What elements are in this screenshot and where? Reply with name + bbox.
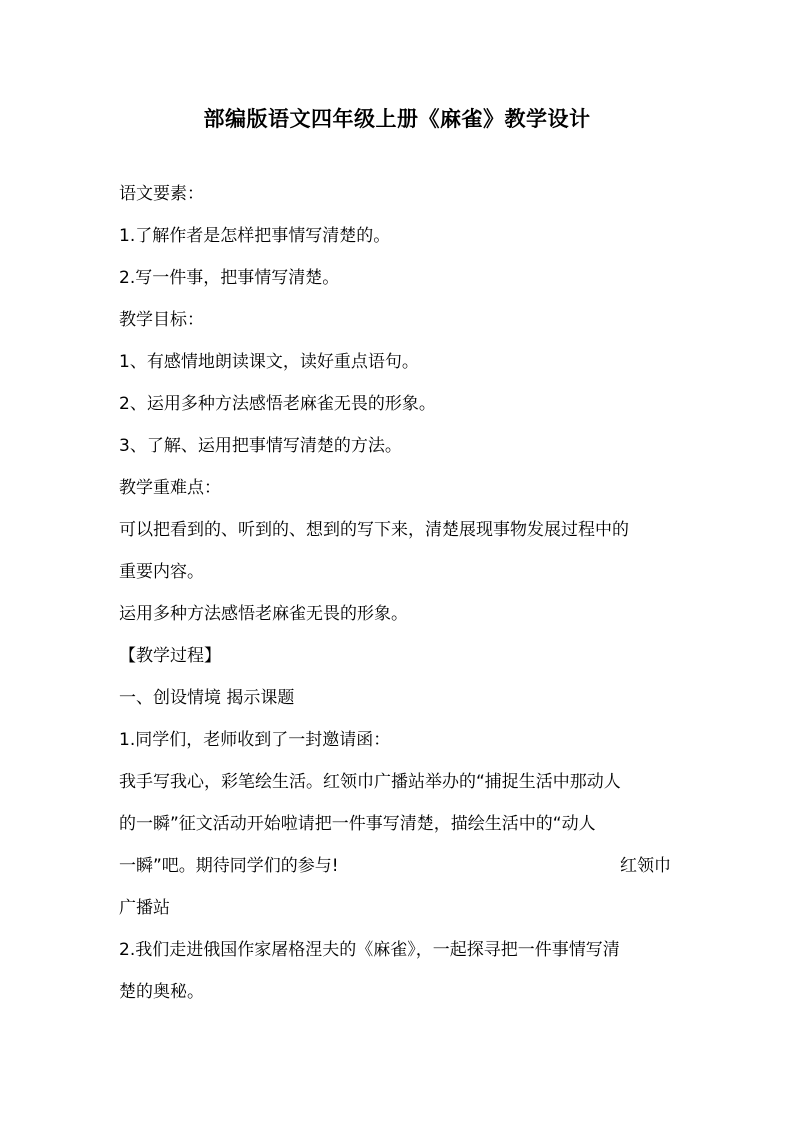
teaching-goal-2: 2、运用多种方法感悟老麻雀无畏的形象。 (119, 394, 436, 414)
key-point-paragraph-line-1: 可以把看到的、听到的、想到的写下来，清楚展现事物发展过程中的 (119, 520, 629, 540)
process-paragraph-1: 1.同学们，老师收到了一封邀请函： (119, 730, 391, 750)
process-step-heading-1: 一、创设情境 揭示课题 (119, 688, 295, 708)
invitation-signature-cont: 广播站 (119, 898, 170, 918)
language-element-1: 1.了解作者是怎样把事情写清楚的。 (119, 226, 391, 246)
teaching-goal-3: 3、了解、运用把事情写清楚的方法。 (119, 436, 402, 456)
invitation-line-1: 我手写我心，彩笔绘生活。红领巾广播站举办的“捕捉生活中那动人 (119, 772, 621, 792)
process-paragraph-2-line-2: 楚的奥秘。 (119, 982, 204, 1002)
key-point-paragraph-line-2: 重要内容。 (119, 562, 204, 582)
language-element-2: 2.写一件事，把事情写清楚。 (119, 268, 340, 288)
teaching-goal-1: 1、有感情地朗读课文，读好重点语句。 (119, 352, 419, 372)
invitation-line-3: 一瞬”吧。期待同学们的参与! (119, 856, 339, 876)
document-title: 部编版语文四年级上册《麻雀》教学设计 (203, 107, 591, 131)
key-point-2: 运用多种方法感悟老麻雀无畏的形象。 (119, 604, 408, 624)
section-heading-key-points: 教学重难点： (119, 478, 221, 498)
section-heading-teaching-process: 【教学过程】 (119, 646, 221, 666)
section-heading-teaching-goals: 教学目标： (119, 310, 204, 330)
invitation-signature: 红领巾 (620, 856, 671, 876)
invitation-line-2: 的一瞬”征文活动开始啦请把一件事写清楚，描绘生活中的“动人 (119, 814, 596, 834)
process-paragraph-2-line-1: 2.我们走进俄国作家屠格涅夫的《麻雀》，一起探寻把一件事情写清 (119, 940, 620, 960)
section-heading-language-elements: 语文要素： (119, 184, 204, 204)
